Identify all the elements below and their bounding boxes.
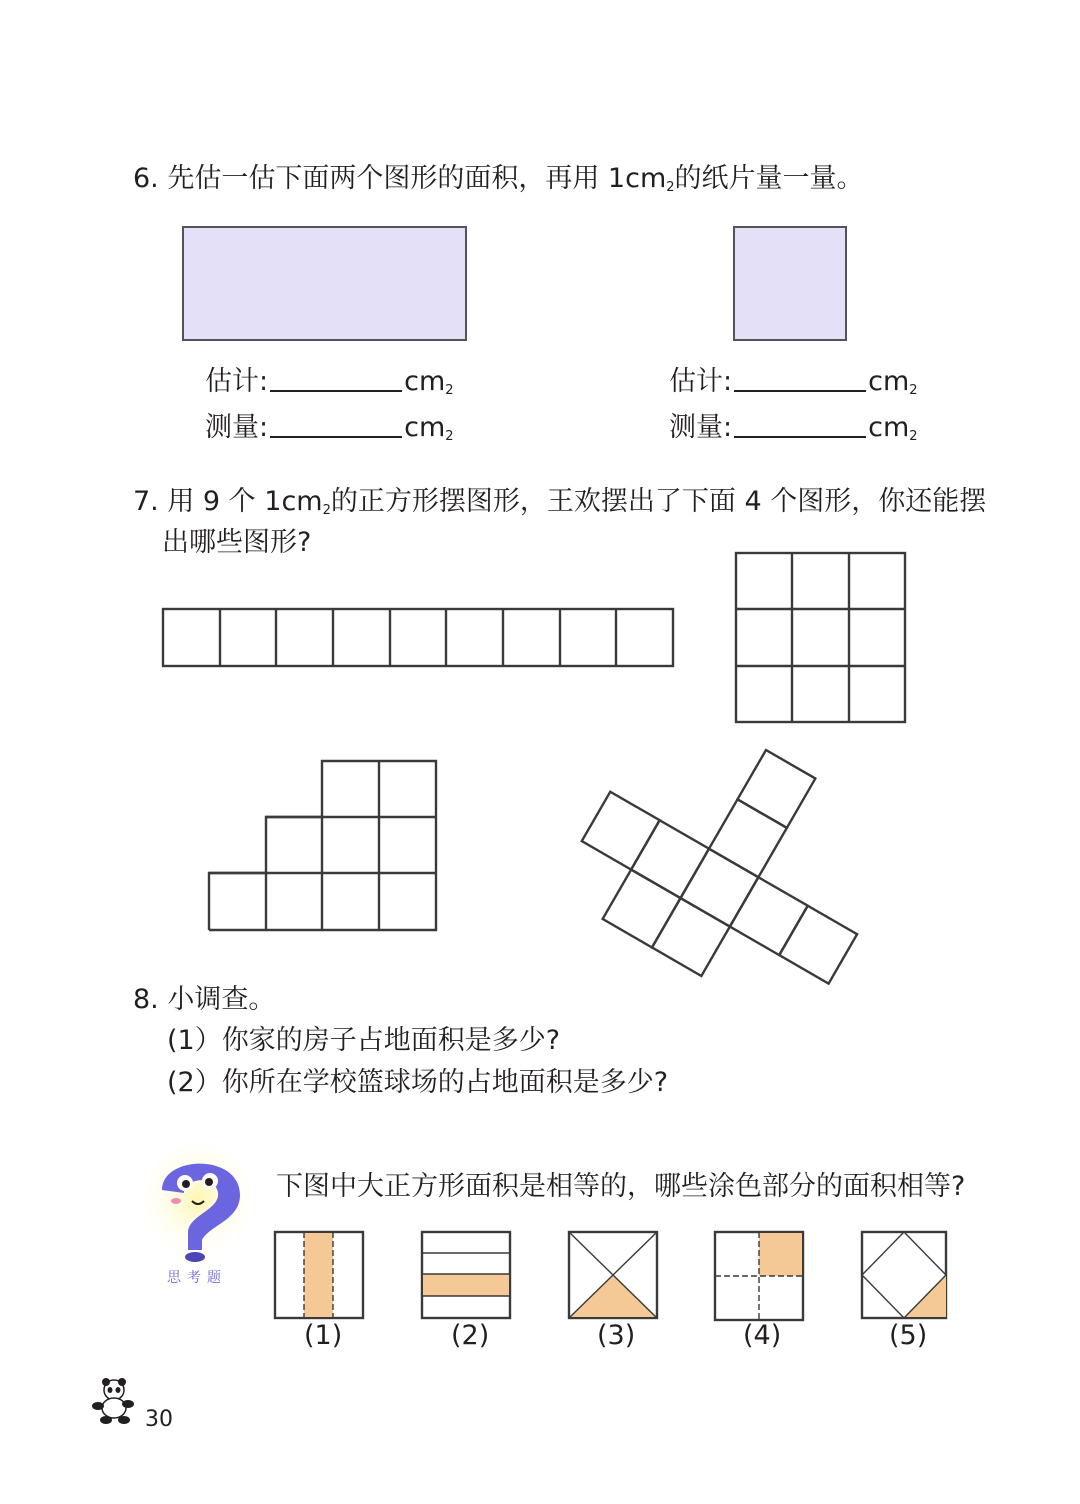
q8-title: 8. 小调查。 (133, 984, 276, 1015)
q6-text-b: 的纸片量一量。 (674, 163, 864, 194)
q7-question-line2: 出哪些图形? (162, 527, 312, 558)
q7-text-b: 的正方形摆图形，王欢摆出了下面 4 个图形，你还能摆 (330, 486, 987, 517)
q7-superscript: 2 (322, 503, 331, 518)
unit-label: cm (868, 412, 910, 443)
think-caption-1: (1) (304, 1320, 343, 1351)
think-figure-5 (862, 1232, 952, 1320)
unit-label: cm (404, 412, 446, 443)
estimate-label: 估计: (205, 366, 269, 397)
mascot-badge-text: 思考题 (167, 1270, 227, 1286)
q6-superscript: 2 (666, 180, 675, 195)
unit-label: cm (868, 366, 910, 397)
think-figure-4 (715, 1232, 805, 1322)
unit-superscript: 2 (445, 383, 454, 398)
q8-item-2: (2）你所在学校篮球场的占地面积是多少? (167, 1067, 669, 1098)
unit-superscript: 2 (909, 383, 918, 398)
q7-text-a: 7. 用 9 个 1cm (133, 486, 323, 517)
think-caption-5: (5) (889, 1320, 928, 1351)
measure-label: 测量: (669, 412, 733, 443)
unit-superscript: 2 (909, 429, 918, 444)
think-caption-3: (3) (597, 1320, 636, 1351)
estimate-label: 估计: (669, 366, 733, 397)
think-question: 下图中大正方形面积是相等的，哪些涂色部分的面积相等? (276, 1171, 966, 1202)
think-figure-3 (569, 1232, 659, 1320)
think-caption-4: (4) (743, 1320, 782, 1351)
unit-label: cm (404, 366, 446, 397)
page-number: 30 (145, 1407, 173, 1432)
think-figure-2 (422, 1232, 512, 1320)
unit-superscript: 2 (445, 429, 454, 444)
measure-label: 测量: (205, 412, 269, 443)
q6-text-a: 6. 先估一估下面两个图形的面积，再用 1cm (133, 163, 667, 194)
think-figure-1 (275, 1232, 365, 1320)
think-caption-2: (2) (451, 1320, 490, 1351)
q8-item-1: (1）你家的房子占地面积是多少? (167, 1025, 561, 1056)
panda-icon (88, 1376, 138, 1426)
